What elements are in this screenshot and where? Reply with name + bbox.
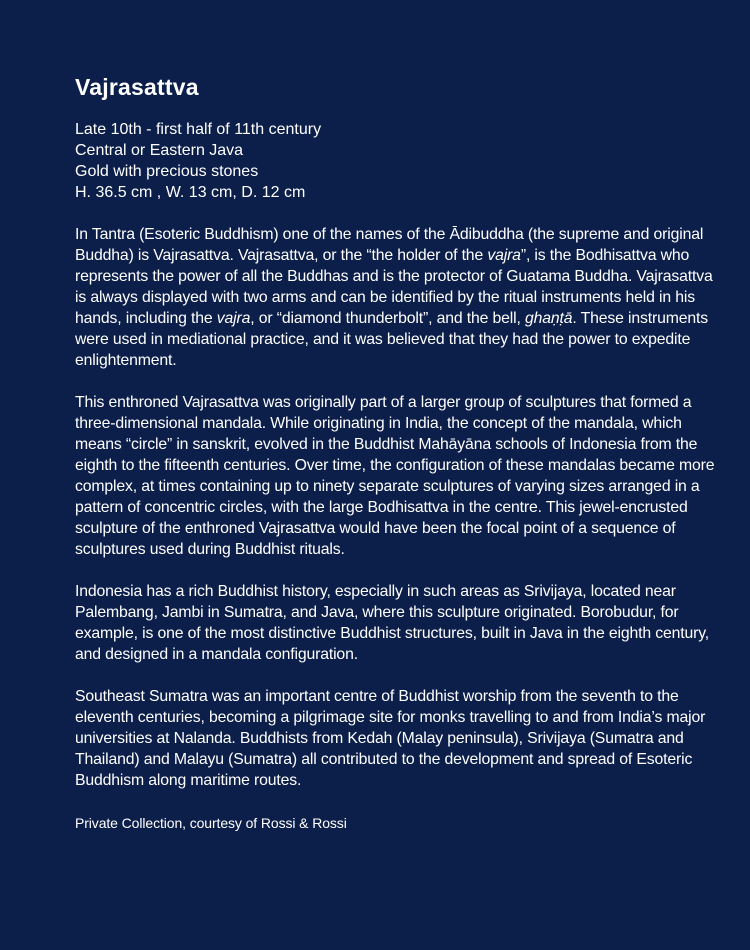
object-label-panel	[75, 72, 720, 833]
description-paragraph-2: This enthroned Vajrasattva was originally part of a larger group of sculptures that formed a three-dimensional mandala. While originating in India, the concept of the mandala, which means “circle” in sanskrit, evolved in the Buddhist Mahāyāna schools of Indonesia from the eighth to the fifteenth centuries. Over time, the configuration of these mandalas became more complex, at times containing up to ninety separate sculptures of varying sizes arranged in a pattern of concentric circles, with the large Bodhisattva in the centre. This jewel-encrusted sculpture of the enthroned Vajrasattva would have been the focal point of a sequence of sculptures used during Buddhist rituals.	[75, 394, 715, 558]
object-material: Gold with precious stones	[75, 163, 259, 180]
collection-credit: Private Collection, courtesy of Rossi & Rossi	[75, 815, 347, 831]
object-details	[75, 119, 720, 203]
description-paragraph-3: Indonesia has a rich Buddhist history, especially in such areas as Srivijaya, located near Palembang, Jambi in Sumatra, and Java, where this sculpture originated. Borobudur, for example, is one of the most distinctive Buddhist structures, built in Java in the eighth century, and designed in a mandala configuration.	[75, 583, 710, 663]
object-title: Vajrasattva	[75, 74, 199, 100]
object-dimensions: H. 36.5 cm , W. 13 cm, D. 12 cm	[75, 184, 306, 201]
description-paragraph-1: In Tantra (Esoteric Buddhism) one of the names of the Ādibuddha (the supreme and original Buddha) is Vajrasattva. Vajrasattva, or the “the holder of the vajra”, is the Bodhisattva who represents the power of all the Buddhas and is the protector of Guatama Buddha. Vajrasattva is always displayed with two arms and can be identified by the ritual instruments held in his hands, including the vajra, or “diamond thunderbolt”, and the bell, ghaṇṭā. These instruments were used in mediational practice, and it was believed that they had the power to expedite enlightenment.	[75, 226, 713, 369]
object-date: Late 10th - first half of 11th century	[75, 121, 322, 138]
term-ghanta: ghaṇṭā	[524, 310, 573, 327]
term-vajra: vajra	[216, 310, 251, 327]
description-paragraph-4: Southeast Sumatra was an important centre of Buddhist worship from the seventh to the eleventh centuries, becoming a pilgrimage site for monks travelling to and from India’s major universities at Nalanda. Buddhists from Kedah (Malay peninsula), Srivijaya (Sumatra and Thailand) and Malayu (Sumatra) all contributed to the development and spread of Esoteric Buddhism along maritime routes.	[75, 688, 706, 789]
object-origin: Central or Eastern Java	[75, 142, 244, 159]
term-vajra: vajra	[487, 247, 521, 264]
